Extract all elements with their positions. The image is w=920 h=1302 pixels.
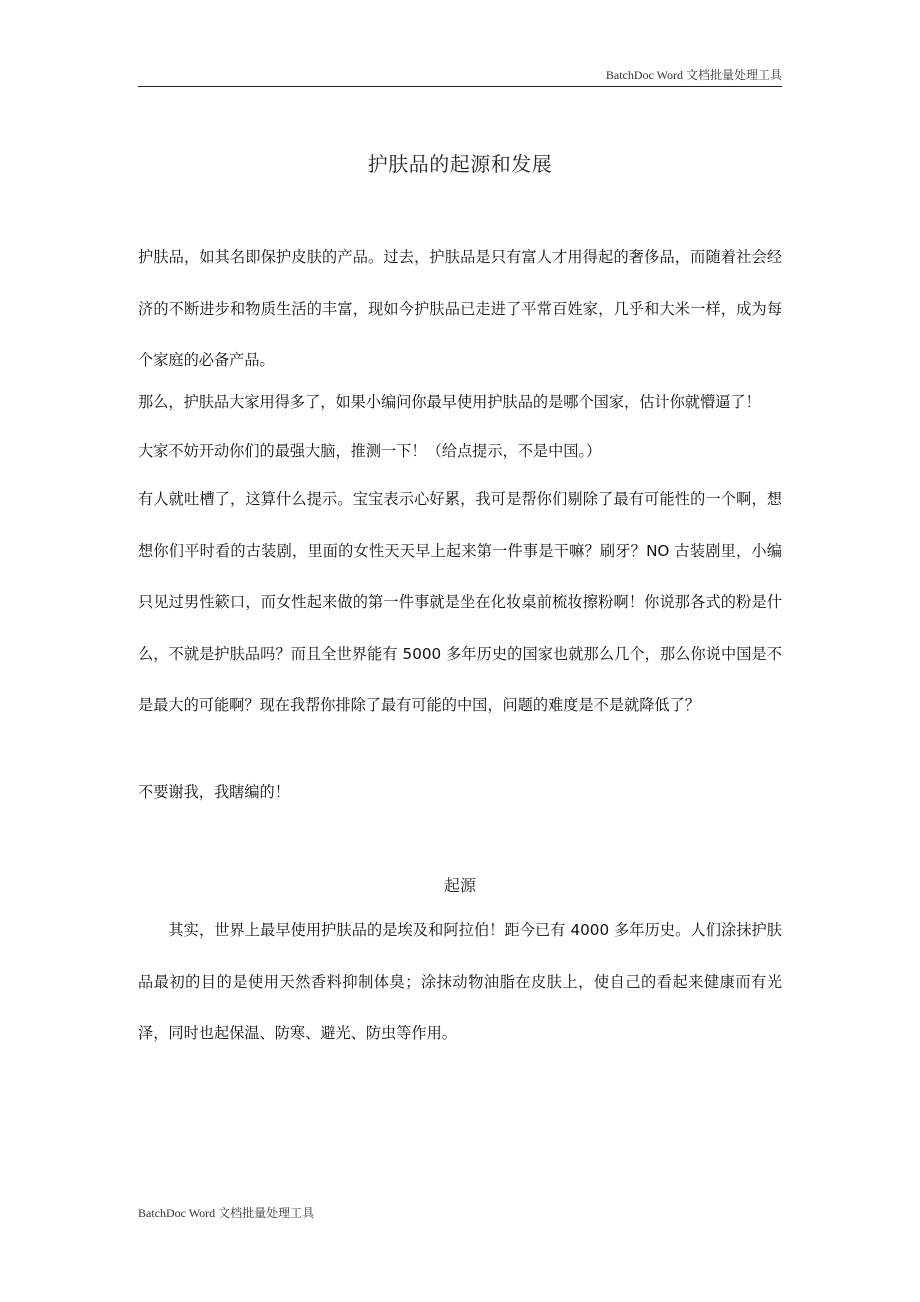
paragraph-joke: 不要谢我，我瞎编的！ — [138, 783, 290, 801]
paragraph-hint: 大家不妨开动你们的最强大脑，推测一下！（给点提示，不是中国。） — [138, 442, 602, 460]
document-title: 护肤品的起源和发展 — [367, 152, 553, 176]
page-header — [138, 64, 782, 87]
page-footer: BatchDoc Word 文档批量处理工具 — [138, 1206, 315, 1220]
paragraph-question: 那么，护肤品大家用得多了，如果小编问你最早使用护肤品的是哪个国家，估计你就懵逼了！ — [138, 393, 761, 411]
section-heading: 起源 — [443, 876, 476, 895]
paragraph-discussion: 有人就吐槽了，这算什么提示。宝宝表示心好累，我可是帮你们剔除了最有可能性的一个啊，想想你们平时看的古装剧，里面的女性天天早上起来第一件事是干嘛？刷牙？NO 古装剧里，小编只见过男性簌口，而女性起来做的第一件事就是坐在化妆桌前梳妆擦粉啊！你说那各式的粉是什么，不就是护肤品吗？而且全世界能有 5000 多年历史的国家也就那么几个，那么你说中国是不是最大的可能啊？现在我帮你排除了最有可能的中国，问题的难度是不是就降低了？ — [138, 490, 782, 714]
paragraph-intro: 护肤品，如其名即保护皮肤的产品。过去，护肤品是只有富人才用得起的奢侈品，而随着社会经济的不断进步和物质生活的丰富，现如今护肤品已走进了平常百姓家，几乎和大米一样，成为每个家庭的必备产品。 — [138, 248, 782, 369]
section-paragraph: 其实，世界上最早使用护肤品的是埃及和阿拉伯！距今已有 4000 多年历史。人们涂抹护肤品最初的目的是使用天然香料抑制体臭；涂抹动物油脂在皮肤上，使自己的看起来健康而有光泽，同时也起保温、防寒、避光、防虫等作用。 — [138, 921, 782, 1042]
header-text: BatchDoc Word 文档批量处理工具 — [605, 68, 782, 82]
